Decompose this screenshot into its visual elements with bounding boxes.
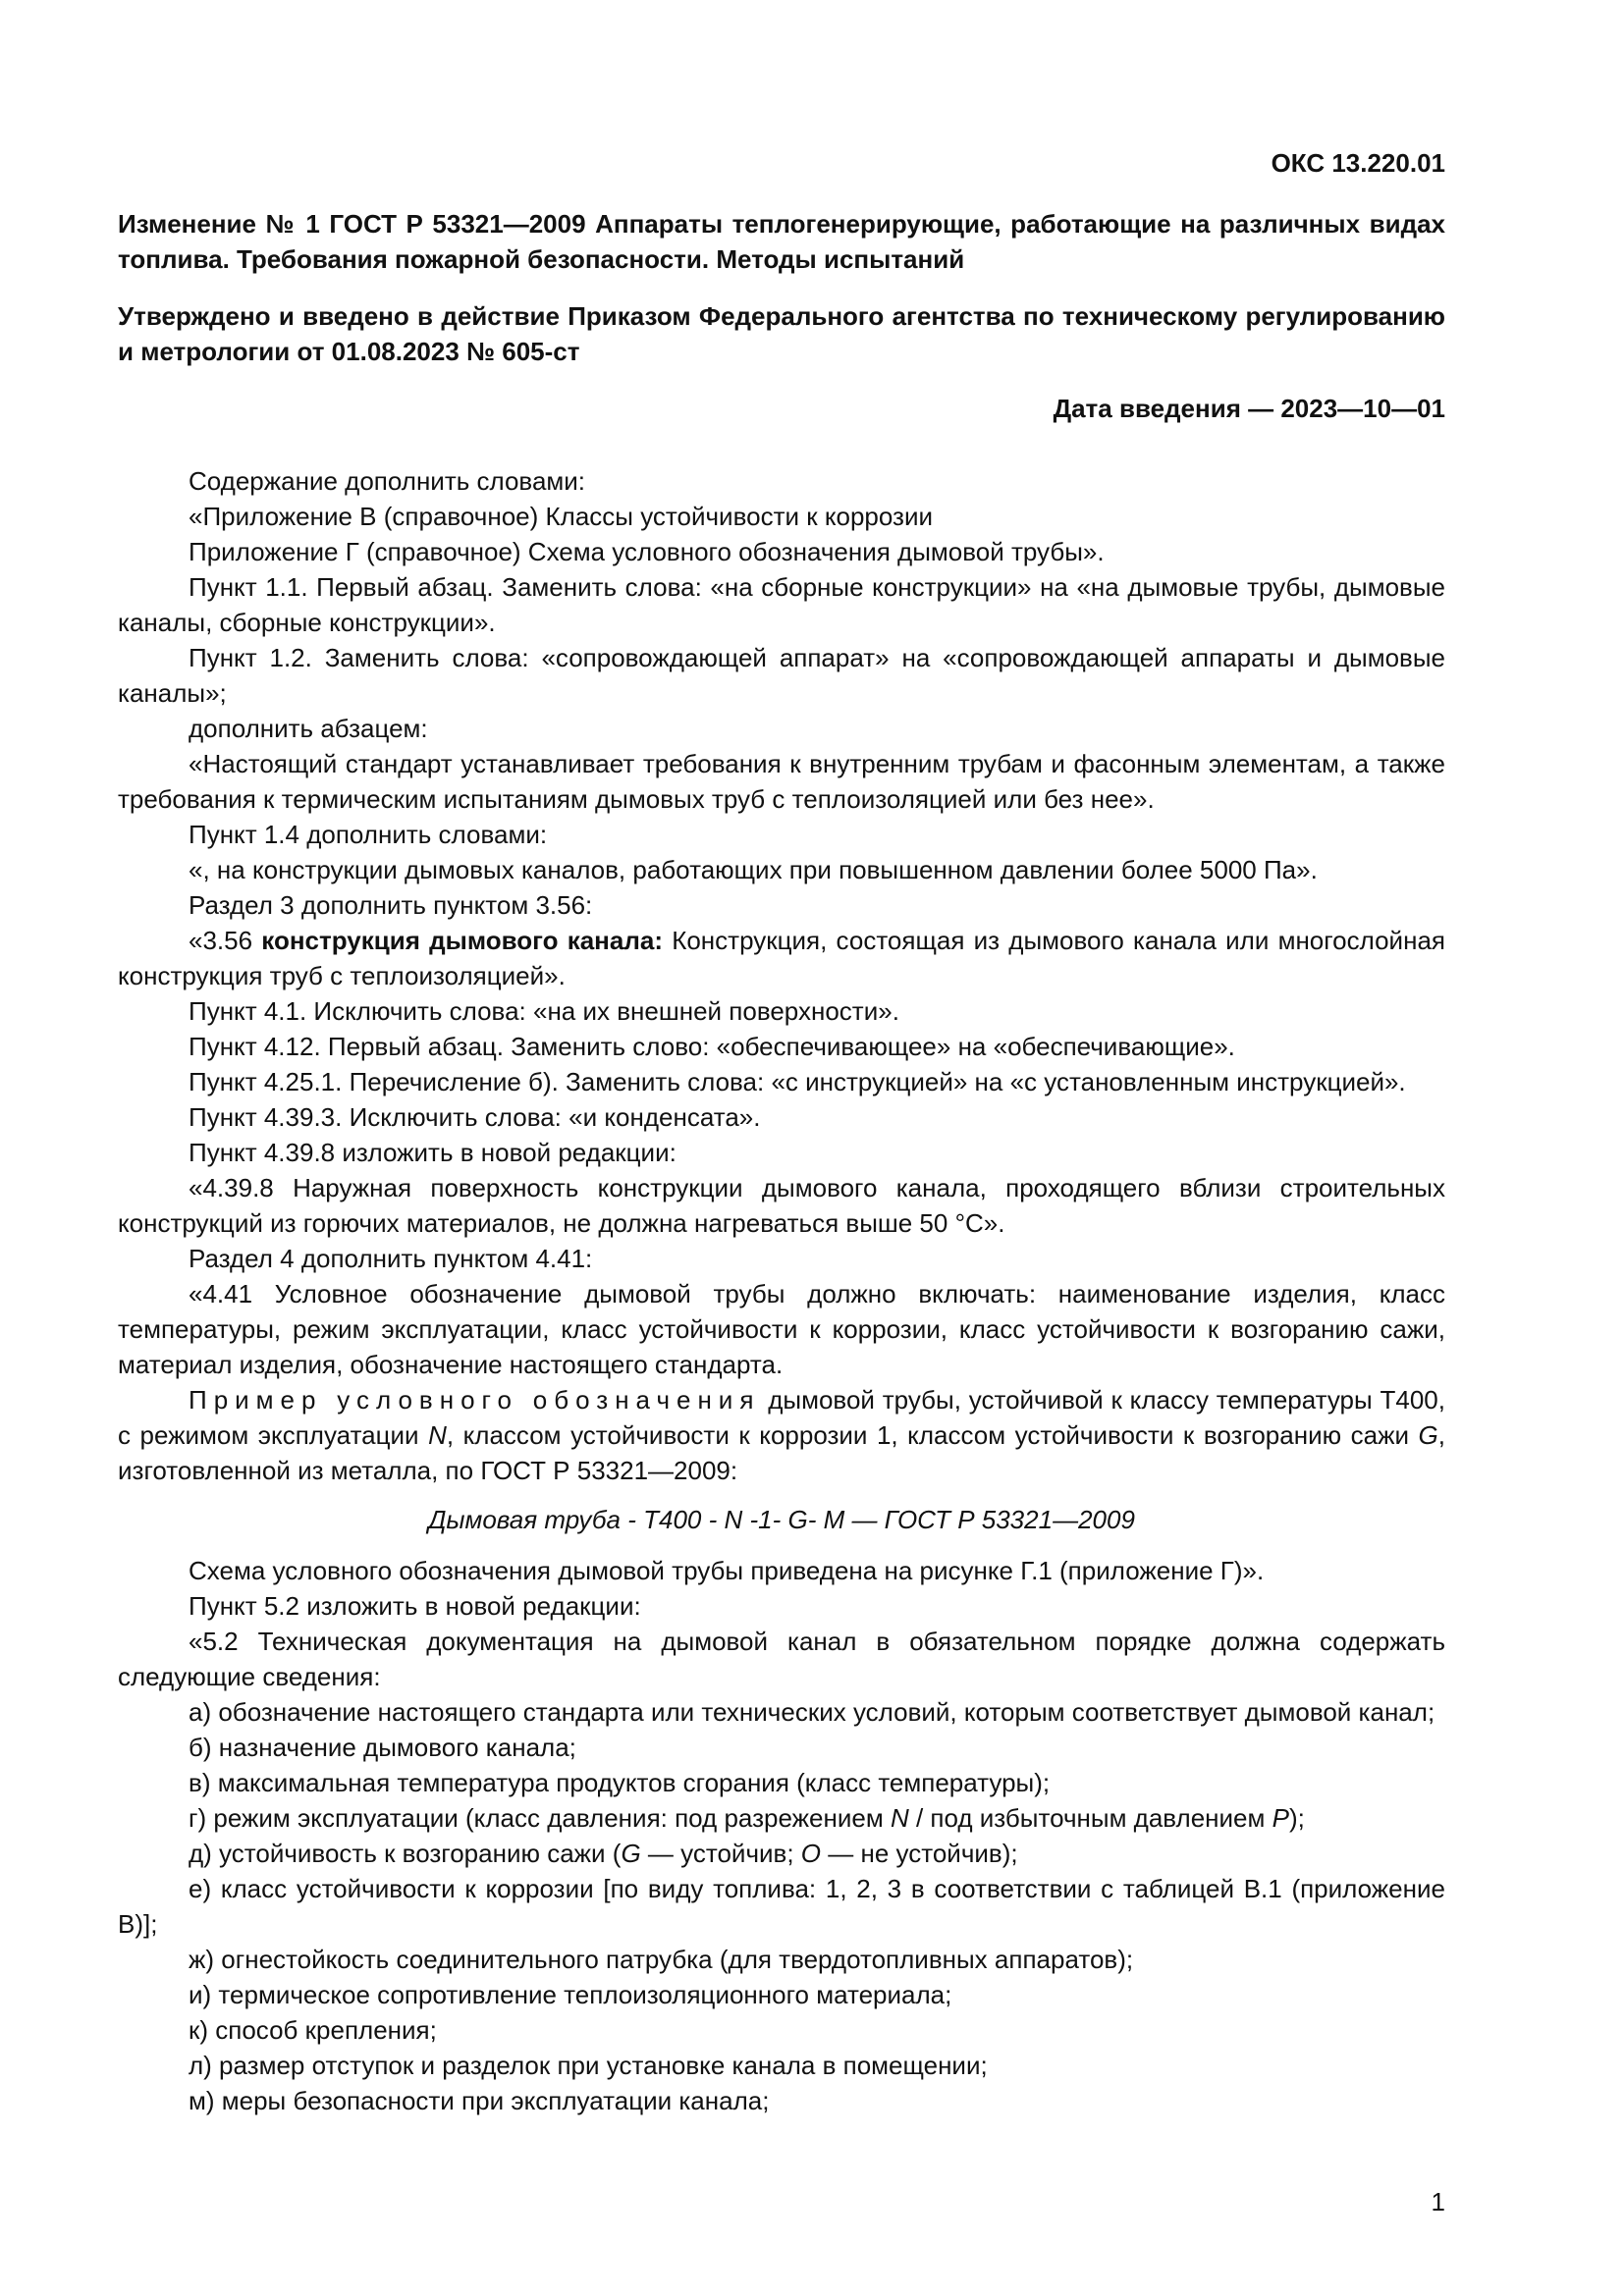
- definition-text: Конструкция, состоящая из дымового канала или многослойная конструкция труб с теплоизоляцией».: [118, 926, 1445, 990]
- designation-formula: Дымовая труба - Т400 - N -1- G- M — ГОСТ Р 53321—2009: [428, 1505, 1135, 1534]
- paragraph: Пункт 4.39.8 изложить в новой редакции:: [189, 1138, 677, 1167]
- list-item: б) назначение дымового канала;: [189, 1733, 576, 1762]
- paragraph: «4.41 Условное обозначение дымовой трубы должно включать: наименование изделия, класс температуры, режим эксплуатации, класс устойчивости к коррозии, класс устойчивости к возгоранию сажи, материал изделия, обозначение настоящего стандарта.: [118, 1279, 1445, 1379]
- paragraph: «Настоящий стандарт устанавливает требования к внутренним трубам и фасонным элементам, а также требования к термическим испытаниям дымовых труб с теплоизоляцией или без нее».: [118, 749, 1445, 814]
- document-body: [118, 463, 1445, 2118]
- page-number: 1: [1431, 2187, 1445, 2216]
- paragraph: «4.39.8 Наружная поверхность конструкции дымового канала, проходящего вблизи строительных конструкций из горючих материалов, не должна нагреваться выше 50 °С».: [118, 1173, 1445, 1238]
- paragraph: Пункт 1.4 дополнить словами:: [189, 820, 548, 849]
- effective-date: Дата введения — 2023—10—01: [1053, 394, 1445, 423]
- list-item: м) меры безопасности при эксплуатации канала;: [189, 2086, 770, 2115]
- paragraph: Содержание дополнить словами:: [189, 466, 586, 496]
- paragraph: Пункт 4.1. Исключить слова: «на их внешней поверхности».: [189, 996, 899, 1026]
- list-item: д) устойчивость к возгоранию сажи (G — устойчив; O — не устойчив);: [189, 1839, 1018, 1868]
- paragraph: «, на конструкции дымовых каналов, работающих при повышенном давлении более 5000 Па».: [189, 855, 1318, 884]
- paragraph: Пункт 4.39.3. Исключить слова: «и конденсата».: [189, 1102, 761, 1132]
- okc-code: ОКС 13.220.01: [1271, 148, 1445, 178]
- list-item: к) способ крепления;: [189, 2015, 437, 2045]
- list-item: и) термическое сопротивление теплоизоляционного материала;: [189, 1980, 952, 2009]
- paragraph: Приложение Г (справочное) Схема условного обозначения дымовой трубы».: [189, 537, 1105, 566]
- paragraph: Пункт 1.1. Первый абзац. Заменить слова: «на сборные конструкции» на «на дымовые трубы, дымовые каналы, сборные конструкции».: [118, 572, 1445, 637]
- paragraph: Пункт 4.25.1. Перечисление б). Заменить слова: «с инструкцией» на «с установленным инструкцией».: [189, 1067, 1406, 1096]
- paragraph: дополнить абзацем:: [189, 714, 428, 743]
- list-item: в) максимальная температура продуктов сгорания (класс температуры);: [189, 1768, 1051, 1797]
- clause-number: «3.56: [189, 926, 262, 955]
- list-item: г) режим эксплуатации (класс давления: под разрежением N / под избыточным давлением P);: [189, 1803, 1305, 1833]
- list-item: л) размер отступок и разделок при установке канала в помещении;: [189, 2051, 988, 2080]
- list-item: ж) огнестойкость соединительного патрубка (для твердотопливных аппаратов);: [189, 1945, 1134, 1974]
- defined-term: конструкция дымового канала:: [261, 926, 663, 955]
- approval-statement: Утверждено и введено в действие Приказом Федерального агентства по техническому регулированию и метрологии от 01.08.2023 № 605-ст: [118, 301, 1445, 366]
- paragraph: Схема условного обозначения дымовой трубы приведена на рисунке Г.1 (приложение Г)».: [189, 1556, 1265, 1585]
- paragraph: Пункт 1.2. Заменить слова: «сопровождающей аппарат» на «сопровождающей аппараты и дымовые каналы»;: [118, 643, 1445, 708]
- document-page: [118, 145, 1445, 2118]
- paragraph-definition: [118, 923, 1445, 993]
- paragraph-example: Пример условного обозначения дымовой трубы, устойчивой к классу температуры Т400, с режимом эксплуатации N, классом устойчивости к коррозии 1, классом устойчивости к возгоранию сажи G, изготовленной из металла, по ГОСТ Р 53321—2009:: [118, 1385, 1445, 1485]
- paragraph: Раздел 4 дополнить пунктом 4.41:: [189, 1244, 593, 1273]
- list-item: е) класс устойчивости к коррозии [по виду топлива: 1, 2, 3 в соответствии с таблицей В.1 (приложение В)];: [118, 1874, 1445, 1939]
- paragraph: Раздел 3 дополнить пунктом 3.56:: [189, 890, 593, 920]
- paragraph: «Приложение В (справочное) Классы устойчивости к коррозии: [189, 502, 933, 531]
- paragraph: «5.2 Техническая документация на дымовой канал в обязательном порядке должна содержать следующие сведения:: [118, 1627, 1445, 1691]
- list-item: а) обозначение настоящего стандарта или технических условий, которым соответствует дымовой канал;: [189, 1697, 1435, 1727]
- paragraph: Пункт 4.12. Первый абзац. Заменить слово: «обеспечивающее» на «обеспечивающие».: [189, 1032, 1235, 1061]
- example-label: Пример условного обозначения: [189, 1385, 761, 1415]
- paragraph: Пункт 5.2 изложить в новой редакции:: [189, 1591, 641, 1621]
- change-title: Изменение № 1 ГОСТ Р 53321—2009 Аппараты теплогенерирующие, работающие на различных видах топлива. Требования пожарной безопасности. Методы испытаний: [118, 209, 1445, 274]
